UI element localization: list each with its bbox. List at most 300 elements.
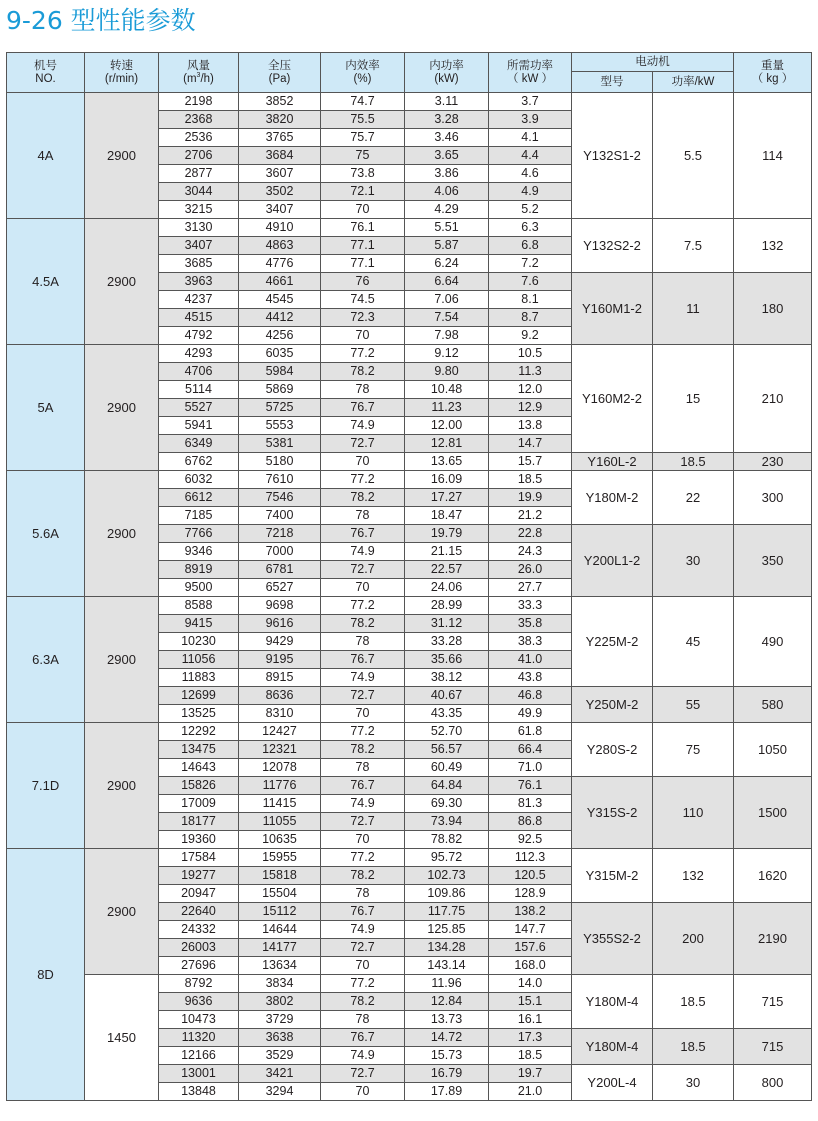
model-number-cell: 7.1D: [7, 723, 85, 849]
flow-cell: 2368: [159, 111, 239, 129]
internal-power-cell: 102.73: [405, 867, 489, 885]
header-efficiency: 内效率 (%): [321, 53, 405, 93]
motor-power-cell: 200: [653, 903, 734, 975]
pressure-cell: 7000: [239, 543, 321, 561]
efficiency-cell: 74.9: [321, 921, 405, 939]
motor-power-cell: 75: [653, 723, 734, 777]
internal-power-cell: 64.84: [405, 777, 489, 795]
required-power-cell: 92.5: [489, 831, 572, 849]
required-power-cell: 7.2: [489, 255, 572, 273]
internal-power-cell: 143.14: [405, 957, 489, 975]
efficiency-cell: 76.7: [321, 1029, 405, 1047]
motor-power-cell: 132: [653, 849, 734, 903]
pressure-cell: 5984: [239, 363, 321, 381]
flow-cell: 12166: [159, 1047, 239, 1065]
required-power-cell: 3.7: [489, 93, 572, 111]
motor-power-cell: 18.5: [653, 1029, 734, 1065]
motor-power-cell: 18.5: [653, 975, 734, 1029]
flow-cell: 20947: [159, 885, 239, 903]
internal-power-cell: 13.65: [405, 453, 489, 471]
internal-power-cell: 11.23: [405, 399, 489, 417]
flow-cell: 14643: [159, 759, 239, 777]
internal-power-cell: 7.98: [405, 327, 489, 345]
model-number-cell: 5A: [7, 345, 85, 471]
speed-cell: 1450: [85, 975, 159, 1101]
pressure-cell: 13634: [239, 957, 321, 975]
required-power-cell: 15.1: [489, 993, 572, 1011]
pressure-cell: 7610: [239, 471, 321, 489]
motor-type-cell: Y225M-2: [572, 597, 653, 687]
pressure-cell: 11776: [239, 777, 321, 795]
required-power-cell: 10.5: [489, 345, 572, 363]
pressure-cell: 12321: [239, 741, 321, 759]
motor-power-cell: 7.5: [653, 219, 734, 273]
pressure-cell: 4256: [239, 327, 321, 345]
required-power-cell: 49.9: [489, 705, 572, 723]
required-power-cell: 38.3: [489, 633, 572, 651]
flow-cell: 3685: [159, 255, 239, 273]
pressure-cell: 3834: [239, 975, 321, 993]
internal-power-cell: 11.96: [405, 975, 489, 993]
flow-cell: 12699: [159, 687, 239, 705]
internal-power-cell: 18.47: [405, 507, 489, 525]
required-power-cell: 33.3: [489, 597, 572, 615]
table-row: [7, 597, 812, 615]
weight-cell: 300: [734, 471, 812, 525]
table-body: [7, 93, 812, 1101]
efficiency-cell: 70: [321, 327, 405, 345]
efficiency-cell: 78: [321, 507, 405, 525]
efficiency-cell: 76: [321, 273, 405, 291]
required-power-cell: 18.5: [489, 471, 572, 489]
efficiency-cell: 72.7: [321, 813, 405, 831]
page-title: 9-26 型性能参数: [6, 6, 196, 35]
required-power-cell: 8.1: [489, 291, 572, 309]
required-power-cell: 14.0: [489, 975, 572, 993]
internal-power-cell: 56.57: [405, 741, 489, 759]
pressure-cell: 3421: [239, 1065, 321, 1083]
motor-power-cell: 110: [653, 777, 734, 849]
required-power-cell: 6.3: [489, 219, 572, 237]
internal-power-cell: 52.70: [405, 723, 489, 741]
motor-type-cell: Y180M-4: [572, 1029, 653, 1065]
required-power-cell: 4.6: [489, 165, 572, 183]
flow-cell: 4515: [159, 309, 239, 327]
weight-cell: 350: [734, 525, 812, 597]
internal-power-cell: 6.64: [405, 273, 489, 291]
internal-power-cell: 14.72: [405, 1029, 489, 1047]
weight-cell: 800: [734, 1065, 812, 1101]
flow-cell: 8792: [159, 975, 239, 993]
pressure-cell: 3607: [239, 165, 321, 183]
pressure-cell: 4661: [239, 273, 321, 291]
header-pressure: 全压 (Pa): [239, 53, 321, 93]
efficiency-cell: 78.2: [321, 363, 405, 381]
pressure-cell: 15818: [239, 867, 321, 885]
flow-cell: 19277: [159, 867, 239, 885]
flow-cell: 13001: [159, 1065, 239, 1083]
speed-cell: 2900: [85, 597, 159, 723]
efficiency-cell: 75: [321, 147, 405, 165]
efficiency-cell: 77.2: [321, 597, 405, 615]
efficiency-cell: 77.2: [321, 975, 405, 993]
weight-cell: 715: [734, 975, 812, 1029]
weight-cell: 114: [734, 93, 812, 219]
flow-cell: 6762: [159, 453, 239, 471]
internal-power-cell: 16.09: [405, 471, 489, 489]
flow-cell: 4792: [159, 327, 239, 345]
internal-power-cell: 134.28: [405, 939, 489, 957]
weight-cell: 715: [734, 1029, 812, 1065]
required-power-cell: 19.9: [489, 489, 572, 507]
header-motor-type: 型号: [572, 72, 653, 93]
flow-cell: 2877: [159, 165, 239, 183]
required-power-cell: 19.7: [489, 1065, 572, 1083]
internal-power-cell: 78.82: [405, 831, 489, 849]
required-power-cell: 4.4: [489, 147, 572, 165]
efficiency-cell: 74.9: [321, 669, 405, 687]
flow-cell: 5527: [159, 399, 239, 417]
internal-power-cell: 12.00: [405, 417, 489, 435]
flow-cell: 22640: [159, 903, 239, 921]
required-power-cell: 157.6: [489, 939, 572, 957]
required-power-cell: 22.8: [489, 525, 572, 543]
efficiency-cell: 77.1: [321, 255, 405, 273]
speed-cell: 2900: [85, 345, 159, 471]
efficiency-cell: 78: [321, 381, 405, 399]
efficiency-cell: 74.9: [321, 795, 405, 813]
flow-cell: 11056: [159, 651, 239, 669]
table-row: [7, 93, 812, 111]
required-power-cell: 46.8: [489, 687, 572, 705]
table-row: [7, 219, 812, 237]
required-power-cell: 24.3: [489, 543, 572, 561]
speed-cell: 2900: [85, 723, 159, 849]
motor-power-cell: 55: [653, 687, 734, 723]
internal-power-cell: 4.29: [405, 201, 489, 219]
efficiency-cell: 78: [321, 885, 405, 903]
internal-power-cell: 10.48: [405, 381, 489, 399]
internal-power-cell: 9.80: [405, 363, 489, 381]
motor-type-cell: Y180M-4: [572, 975, 653, 1029]
flow-cell: 26003: [159, 939, 239, 957]
weight-cell: 210: [734, 345, 812, 453]
required-power-cell: 43.8: [489, 669, 572, 687]
header-motor: 电动机: [572, 53, 734, 72]
weight-cell: 1050: [734, 723, 812, 777]
efficiency-cell: 75.7: [321, 129, 405, 147]
required-power-cell: 66.4: [489, 741, 572, 759]
efficiency-cell: 74.9: [321, 543, 405, 561]
pressure-cell: 3529: [239, 1047, 321, 1065]
internal-power-cell: 43.35: [405, 705, 489, 723]
required-power-cell: 128.9: [489, 885, 572, 903]
internal-power-cell: 12.81: [405, 435, 489, 453]
header-motor-power: 功率/kW: [653, 72, 734, 93]
pressure-cell: 9429: [239, 633, 321, 651]
pressure-cell: 7400: [239, 507, 321, 525]
model-number-cell: 4.5A: [7, 219, 85, 345]
efficiency-cell: 70: [321, 579, 405, 597]
table-row: [7, 975, 812, 993]
internal-power-cell: 31.12: [405, 615, 489, 633]
weight-cell: 132: [734, 219, 812, 273]
efficiency-cell: 78: [321, 759, 405, 777]
flow-cell: 18177: [159, 813, 239, 831]
pressure-cell: 4863: [239, 237, 321, 255]
internal-power-cell: 6.24: [405, 255, 489, 273]
efficiency-cell: 76.7: [321, 777, 405, 795]
flow-cell: 9415: [159, 615, 239, 633]
efficiency-cell: 78: [321, 1011, 405, 1029]
flow-cell: 5114: [159, 381, 239, 399]
efficiency-cell: 77.2: [321, 345, 405, 363]
flow-cell: 15826: [159, 777, 239, 795]
flow-cell: 9636: [159, 993, 239, 1011]
pressure-cell: 4412: [239, 309, 321, 327]
pressure-cell: 3684: [239, 147, 321, 165]
required-power-cell: 8.7: [489, 309, 572, 327]
internal-power-cell: 3.86: [405, 165, 489, 183]
internal-power-cell: 7.54: [405, 309, 489, 327]
internal-power-cell: 12.84: [405, 993, 489, 1011]
pressure-cell: 9616: [239, 615, 321, 633]
internal-power-cell: 109.86: [405, 885, 489, 903]
flow-cell: 13525: [159, 705, 239, 723]
pressure-cell: 9698: [239, 597, 321, 615]
motor-power-cell: 15: [653, 345, 734, 453]
speed-cell: 2900: [85, 471, 159, 597]
internal-power-cell: 38.12: [405, 669, 489, 687]
flow-cell: 2706: [159, 147, 239, 165]
pressure-cell: 3502: [239, 183, 321, 201]
motor-type-cell: Y250M-2: [572, 687, 653, 723]
table-row: [7, 471, 812, 489]
internal-power-cell: 16.79: [405, 1065, 489, 1083]
required-power-cell: 16.1: [489, 1011, 572, 1029]
pressure-cell: 15504: [239, 885, 321, 903]
pressure-cell: 5180: [239, 453, 321, 471]
model-number-cell: 5.6A: [7, 471, 85, 597]
required-power-cell: 86.8: [489, 813, 572, 831]
motor-type-cell: Y280S-2: [572, 723, 653, 777]
weight-cell: 2190: [734, 903, 812, 975]
internal-power-cell: 40.67: [405, 687, 489, 705]
flow-cell: 4237: [159, 291, 239, 309]
internal-power-cell: 33.28: [405, 633, 489, 651]
required-power-cell: 21.2: [489, 507, 572, 525]
speed-cell: 2900: [85, 849, 159, 975]
required-power-cell: 7.6: [489, 273, 572, 291]
weight-cell: 180: [734, 273, 812, 345]
required-power-cell: 11.3: [489, 363, 572, 381]
table-header: [7, 53, 812, 93]
motor-power-cell: 30: [653, 525, 734, 597]
efficiency-cell: 78.2: [321, 741, 405, 759]
table-row: [7, 345, 812, 363]
efficiency-cell: 74.9: [321, 1047, 405, 1065]
internal-power-cell: 3.11: [405, 93, 489, 111]
internal-power-cell: 17.27: [405, 489, 489, 507]
motor-type-cell: Y180M-2: [572, 471, 653, 525]
efficiency-cell: 72.7: [321, 561, 405, 579]
efficiency-cell: 70: [321, 957, 405, 975]
table-row: [7, 849, 812, 867]
pressure-cell: 9195: [239, 651, 321, 669]
speed-cell: 2900: [85, 219, 159, 345]
efficiency-cell: 76.7: [321, 525, 405, 543]
efficiency-cell: 78: [321, 633, 405, 651]
efficiency-cell: 77.2: [321, 471, 405, 489]
internal-power-cell: 60.49: [405, 759, 489, 777]
weight-cell: 1620: [734, 849, 812, 903]
required-power-cell: 6.8: [489, 237, 572, 255]
pressure-cell: 3638: [239, 1029, 321, 1047]
efficiency-cell: 76.7: [321, 651, 405, 669]
internal-power-cell: 35.66: [405, 651, 489, 669]
table-row: [7, 723, 812, 741]
internal-power-cell: 125.85: [405, 921, 489, 939]
pressure-cell: 8636: [239, 687, 321, 705]
pressure-cell: 11055: [239, 813, 321, 831]
model-number-cell: 6.3A: [7, 597, 85, 723]
efficiency-cell: 78.2: [321, 867, 405, 885]
flow-cell: 3130: [159, 219, 239, 237]
pressure-cell: 12078: [239, 759, 321, 777]
pressure-cell: 3802: [239, 993, 321, 1011]
internal-power-cell: 3.46: [405, 129, 489, 147]
motor-power-cell: 5.5: [653, 93, 734, 219]
pressure-cell: 12427: [239, 723, 321, 741]
flow-cell: 8588: [159, 597, 239, 615]
internal-power-cell: 5.51: [405, 219, 489, 237]
flow-cell: 11883: [159, 669, 239, 687]
internal-power-cell: 117.75: [405, 903, 489, 921]
required-power-cell: 112.3: [489, 849, 572, 867]
internal-power-cell: 7.06: [405, 291, 489, 309]
efficiency-cell: 70: [321, 705, 405, 723]
pressure-cell: 6527: [239, 579, 321, 597]
required-power-cell: 14.7: [489, 435, 572, 453]
flow-cell: 10473: [159, 1011, 239, 1029]
pressure-cell: 3852: [239, 93, 321, 111]
flow-cell: 4706: [159, 363, 239, 381]
efficiency-cell: 78.2: [321, 993, 405, 1011]
pressure-cell: 8310: [239, 705, 321, 723]
required-power-cell: 35.8: [489, 615, 572, 633]
pressure-cell: 3407: [239, 201, 321, 219]
efficiency-cell: 72.7: [321, 435, 405, 453]
pressure-cell: 5553: [239, 417, 321, 435]
efficiency-cell: 70: [321, 453, 405, 471]
pressure-cell: 3820: [239, 111, 321, 129]
internal-power-cell: 73.94: [405, 813, 489, 831]
motor-type-cell: Y160M2-2: [572, 345, 653, 453]
flow-cell: 3044: [159, 183, 239, 201]
motor-type-cell: Y315M-2: [572, 849, 653, 903]
required-power-cell: 21.0: [489, 1083, 572, 1101]
motor-type-cell: Y160M1-2: [572, 273, 653, 345]
efficiency-cell: 78.2: [321, 615, 405, 633]
required-power-cell: 12.9: [489, 399, 572, 417]
motor-power-cell: 30: [653, 1065, 734, 1101]
efficiency-cell: 75.5: [321, 111, 405, 129]
internal-power-cell: 3.28: [405, 111, 489, 129]
performance-table: [6, 52, 812, 1101]
pressure-cell: 4910: [239, 219, 321, 237]
weight-cell: 580: [734, 687, 812, 723]
internal-power-cell: 95.72: [405, 849, 489, 867]
pressure-cell: 5725: [239, 399, 321, 417]
speed-cell: 2900: [85, 93, 159, 219]
internal-power-cell: 24.06: [405, 579, 489, 597]
flow-cell: 10230: [159, 633, 239, 651]
internal-power-cell: 21.15: [405, 543, 489, 561]
pressure-cell: 4776: [239, 255, 321, 273]
internal-power-cell: 13.73: [405, 1011, 489, 1029]
flow-cell: 2536: [159, 129, 239, 147]
motor-type-cell: Y132S1-2: [572, 93, 653, 219]
internal-power-cell: 5.87: [405, 237, 489, 255]
flow-cell: 6032: [159, 471, 239, 489]
efficiency-cell: 74.9: [321, 417, 405, 435]
efficiency-cell: 76.7: [321, 399, 405, 417]
header-weight: 重量 （ kg ）: [734, 53, 812, 93]
pressure-cell: 5869: [239, 381, 321, 399]
motor-power-cell: 22: [653, 471, 734, 525]
flow-cell: 8919: [159, 561, 239, 579]
weight-cell: 1500: [734, 777, 812, 849]
internal-power-cell: 17.89: [405, 1083, 489, 1101]
flow-cell: 6349: [159, 435, 239, 453]
required-power-cell: 15.7: [489, 453, 572, 471]
flow-cell: 7766: [159, 525, 239, 543]
flow-cell: 17584: [159, 849, 239, 867]
efficiency-cell: 74.5: [321, 291, 405, 309]
motor-type-cell: Y200L-4: [572, 1065, 653, 1101]
required-power-cell: 12.0: [489, 381, 572, 399]
required-power-cell: 138.2: [489, 903, 572, 921]
internal-power-cell: 15.73: [405, 1047, 489, 1065]
flow-cell: 13848: [159, 1083, 239, 1101]
efficiency-cell: 76.7: [321, 903, 405, 921]
internal-power-cell: 19.79: [405, 525, 489, 543]
required-power-cell: 4.9: [489, 183, 572, 201]
header-required-power: 所需功率 （ kW ）: [489, 53, 572, 93]
internal-power-cell: 28.99: [405, 597, 489, 615]
required-power-cell: 61.8: [489, 723, 572, 741]
internal-power-cell: 3.65: [405, 147, 489, 165]
flow-cell: 24332: [159, 921, 239, 939]
flow-cell: 2198: [159, 93, 239, 111]
required-power-cell: 4.1: [489, 129, 572, 147]
efficiency-cell: 78.2: [321, 489, 405, 507]
weight-cell: 490: [734, 597, 812, 687]
flow-cell: 17009: [159, 795, 239, 813]
required-power-cell: 120.5: [489, 867, 572, 885]
pressure-cell: 15955: [239, 849, 321, 867]
required-power-cell: 147.7: [489, 921, 572, 939]
efficiency-cell: 76.1: [321, 219, 405, 237]
header-speed: 转速 (r/min): [85, 53, 159, 93]
required-power-cell: 41.0: [489, 651, 572, 669]
efficiency-cell: 72.7: [321, 1065, 405, 1083]
motor-power-cell: 18.5: [653, 453, 734, 471]
flow-cell: 3407: [159, 237, 239, 255]
pressure-cell: 8915: [239, 669, 321, 687]
efficiency-cell: 72.3: [321, 309, 405, 327]
pressure-cell: 7546: [239, 489, 321, 507]
